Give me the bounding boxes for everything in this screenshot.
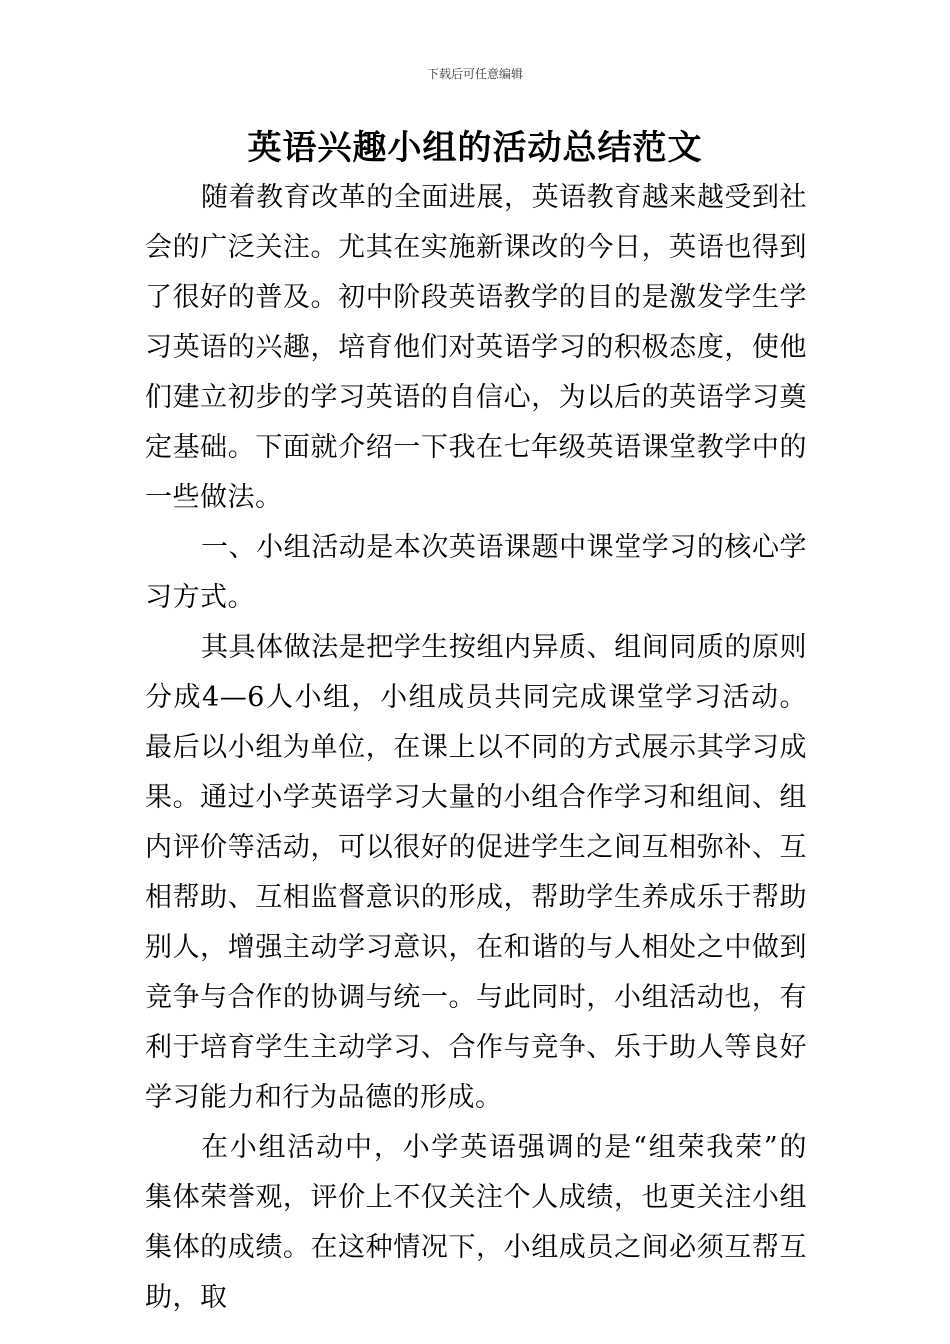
document-body: [145, 173, 807, 1323]
paragraph-group-method: 其具体做法是把学生按组内异质、组间同质的原则分成4—6人小组，小组成员共同完成课堂学习活动。最后以小组为单位，在课上以不同的方式展示其学习成果。通过小学英语学习大量的小组合作学习和组间、组内评价等活动，可以很好的促进学生之间互相弥补、互相帮助、互相监督意识的形成，帮助学生养成乐于帮助别人，增强主动学习意识，在和谐的与人相处之中做到竞争与合作的协调与统一。与此同时，小组活动也，有利于培育学生主动学习、合作与竞争、乐于助人等良好学习能力和行为品德的形成。: [145, 632, 807, 1113]
paragraph-section-one-heading: 一、小组活动是本次英语课题中课堂学习的核心学习方式。: [145, 532, 807, 613]
paragraph-group-honor: 在小组活动中，小学英语强调的是“组荣我荣”的集体荣誉观，评价上不仅关注个人成绩，也更关注小组集体的成绩。在这种情况下，小组成员之间必须互帮互助，取: [145, 1132, 807, 1313]
header-note: 下载后可任意编辑: [426, 67, 523, 81]
paragraph-intro: 随着教育改革的全面进展，英语教育越来越受到社会的广泛关注。尤其在实施新课改的今日，英语也得到了很好的普及。初中阶段英语教学的目的是激发学生学习英语的兴趣，培育他们对英语学习的积极态度，使他们建立初步的学习英语的自信心，为以后的英语学习奠定基础。下面就介绍一下我在七年级英语课堂教学中的一些做法。: [145, 182, 807, 513]
document-title: 英语兴趣小组的活动总结范文: [247, 128, 703, 168]
